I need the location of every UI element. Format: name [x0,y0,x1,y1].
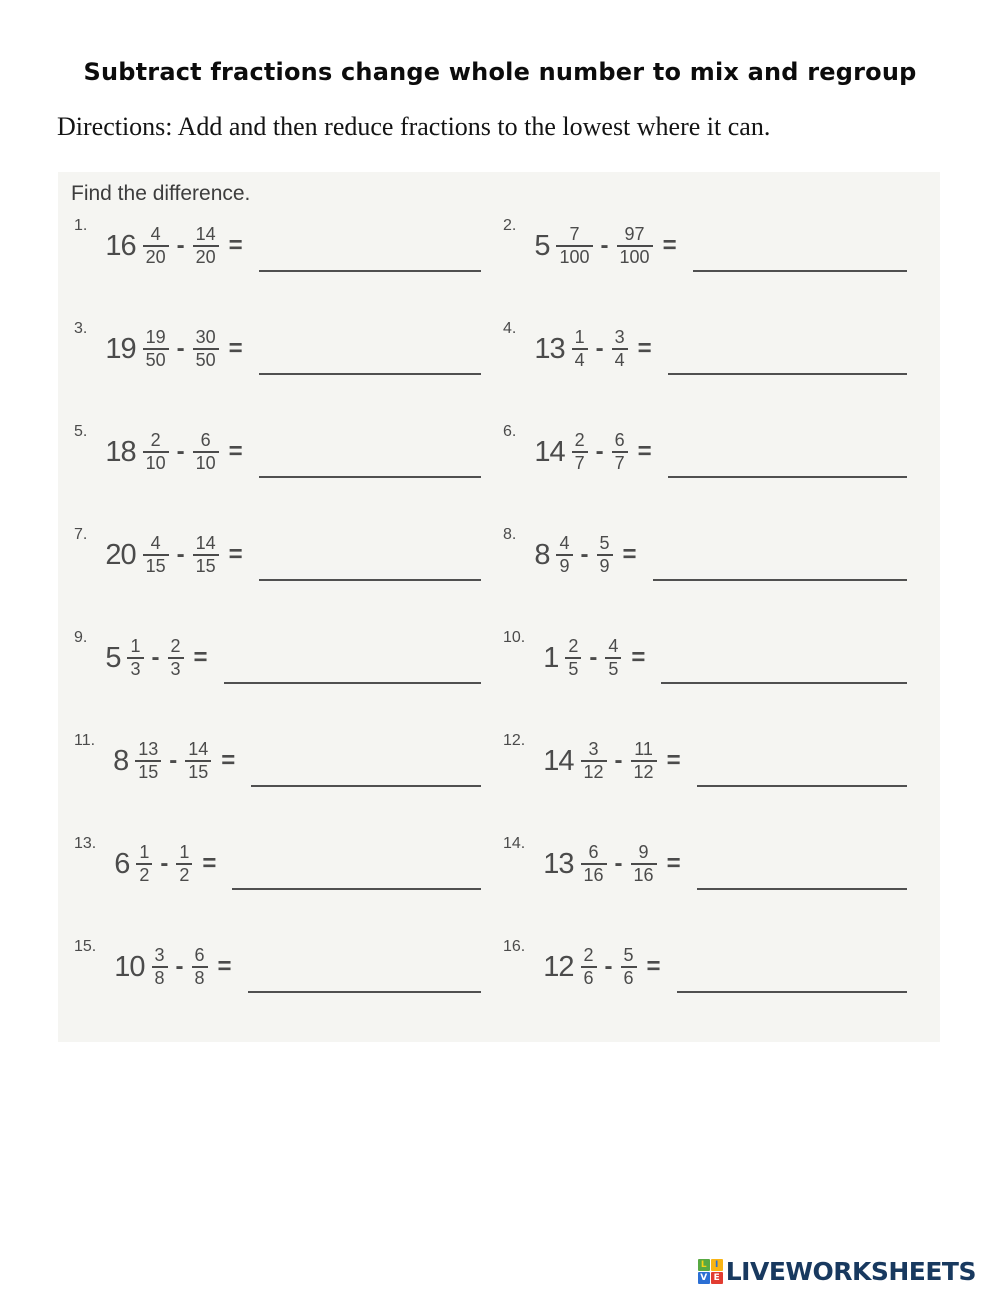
fraction-subtrahend [168,637,184,679]
problem-number: 3. [74,320,88,337]
equals-sign: = [228,335,243,362]
problem-number: 6. [503,423,517,440]
answer-blank[interactable] [251,785,481,787]
problem-number: 4. [503,320,517,337]
fraction-denominator: 100 [617,245,653,267]
fraction-subtrahend [621,946,637,988]
fraction-denominator: 7 [612,451,628,473]
minus-sign: - [169,747,178,774]
problem [58,832,481,896]
fraction-subtrahend [193,534,219,576]
fraction-denominator: 15 [185,760,211,782]
fraction-numerator: 3 [614,326,625,347]
whole-number: 19 [105,332,136,365]
fraction-denominator: 5 [565,657,581,679]
fraction-subtrahend [617,225,653,267]
fraction-subtrahend [185,740,211,782]
fraction-minuend [152,946,168,988]
problem-number: 10. [503,629,526,646]
problem-number: 16. [503,938,526,955]
problem-number: 1. [74,217,88,234]
fraction-numerator: 1 [574,326,585,347]
answer-blank[interactable] [259,270,481,272]
minus-sign: - [176,335,185,362]
problem [483,729,907,793]
fraction-minuend [135,740,161,782]
logo-letter-square: E [711,1272,723,1284]
fraction-denominator: 10 [143,451,169,473]
equals-sign: = [622,541,637,568]
fraction-numerator: 97 [624,223,645,244]
fraction-denominator: 10 [193,451,219,473]
fraction-denominator: 4 [612,348,628,370]
footer [698,1257,976,1286]
minus-sign: - [175,953,184,980]
fraction-minuend [572,328,588,370]
fraction-minuend [565,637,581,679]
problem [483,214,907,278]
fraction-denominator: 8 [152,966,168,988]
whole-number: 12 [543,950,574,983]
equals-sign: = [637,438,652,465]
equals-sign: = [228,232,243,259]
problem [483,935,907,999]
fraction-numerator: 2 [150,429,161,450]
fraction-numerator: 9 [638,841,649,862]
fraction-numerator: 14 [188,738,209,759]
fraction-denominator: 15 [193,554,219,576]
fraction-minuend [136,843,152,885]
fraction-subtrahend [631,740,657,782]
fraction-minuend [143,431,169,473]
fraction-numerator: 2 [568,635,579,656]
fraction-denominator: 15 [143,554,169,576]
fraction-denominator: 6 [581,966,597,988]
minus-sign: - [176,541,185,568]
fraction-denominator: 5 [605,657,621,679]
minus-sign: - [580,541,589,568]
equals-sign: = [666,747,681,774]
equals-sign: = [228,541,243,568]
problem [483,832,907,896]
answer-blank[interactable] [697,785,907,787]
fraction-denominator: 9 [556,554,572,576]
problem-number: 12. [503,732,526,749]
answer-blank[interactable] [259,476,481,478]
problem [58,317,481,381]
minus-sign: - [589,644,598,671]
fraction-numerator: 6 [588,841,599,862]
fraction-subtrahend [193,431,219,473]
minus-sign: - [160,850,169,877]
answer-blank[interactable] [668,373,907,375]
fraction-denominator: 12 [631,760,657,782]
liveworksheets-logo-text: LIVEWORKSHEETS [725,1257,976,1286]
fraction-numerator: 4 [150,532,161,553]
fraction-denominator: 50 [193,348,219,370]
answer-blank[interactable] [661,682,907,684]
fraction-numerator: 7 [569,223,580,244]
problem-number: 7. [74,526,88,543]
minus-sign: - [595,335,604,362]
fraction-subtrahend [176,843,192,885]
whole-number: 5 [534,229,550,262]
logo-letter-square: L [698,1259,710,1271]
problem-number: 9. [74,629,88,646]
problem [58,214,481,278]
fraction-numerator: 6 [194,944,205,965]
answer-blank[interactable] [697,888,907,890]
whole-number: 14 [543,744,574,777]
fraction-denominator: 16 [581,863,607,885]
logo-letter-square: I [711,1259,723,1271]
problem-number: 2. [503,217,517,234]
fraction-numerator: 5 [599,532,610,553]
minus-sign: - [176,438,185,465]
answer-blank[interactable] [668,476,907,478]
problems-grid [58,214,940,999]
fraction-denominator: 6 [621,966,637,988]
fraction-numerator: 5 [623,944,634,965]
fraction-numerator: 3 [588,738,599,759]
minus-sign: - [614,747,623,774]
worksheet-area [58,172,940,1042]
fraction-minuend [143,534,169,576]
minus-sign: - [595,438,604,465]
answer-blank[interactable] [677,991,907,993]
worksheet-instruction: Find the difference. [71,182,251,205]
fraction-numerator: 6 [200,429,211,450]
minus-sign: - [600,232,609,259]
whole-number: 13 [543,847,574,880]
fraction-denominator: 20 [143,245,169,267]
fraction-numerator: 2 [574,429,585,450]
equals-sign: = [217,953,232,980]
liveworksheets-logo-icon [698,1259,723,1284]
fraction-minuend [556,225,592,267]
fraction-minuend [581,843,607,885]
problem-number: 13. [74,835,97,852]
equals-sign: = [631,644,646,671]
fraction-subtrahend [612,431,628,473]
minus-sign: - [176,232,185,259]
fraction-numerator: 19 [145,326,166,347]
fraction-denominator: 7 [572,451,588,473]
fraction-numerator: 11 [634,738,653,759]
fraction-denominator: 12 [581,760,607,782]
fraction-minuend [581,740,607,782]
fraction-denominator: 9 [597,554,613,576]
fraction-numerator: 1 [130,635,141,656]
fraction-denominator: 50 [143,348,169,370]
fraction-subtrahend [605,637,621,679]
equals-sign: = [221,747,236,774]
answer-blank[interactable] [232,888,481,890]
fraction-numerator: 2 [170,635,181,656]
fraction-numerator: 14 [195,532,216,553]
whole-number: 16 [105,229,136,262]
problem-number: 11. [74,732,96,749]
fraction-denominator: 20 [193,245,219,267]
problem [58,420,481,484]
problem [58,626,481,690]
whole-number: 10 [114,950,145,983]
fraction-denominator: 15 [135,760,161,782]
fraction-minuend [572,431,588,473]
fraction-numerator: 13 [138,738,159,759]
fraction-numerator: 3 [154,944,165,965]
whole-number: 1 [543,641,559,674]
fraction-minuend [581,946,597,988]
answer-blank[interactable] [224,682,481,684]
directions-text: Directions: Add and then reduce fractions to the lowest where it can. [57,112,771,141]
fraction-numerator: 30 [195,326,216,347]
whole-number: 13 [534,332,565,365]
whole-number: 8 [534,538,550,571]
fraction-numerator: 4 [150,223,161,244]
problem [483,626,907,690]
answer-blank[interactable] [259,373,481,375]
fraction-subtrahend [193,328,219,370]
problem-number: 14. [503,835,526,852]
fraction-minuend [143,225,169,267]
fraction-minuend [127,637,143,679]
fraction-subtrahend [631,843,657,885]
fraction-minuend [556,534,572,576]
fraction-denominator: 8 [192,966,208,988]
whole-number: 18 [105,435,136,468]
whole-number: 6 [114,847,130,880]
problem [483,523,907,587]
minus-sign: - [151,644,160,671]
fraction-numerator: 1 [179,841,190,862]
fraction-minuend [143,328,169,370]
fraction-numerator: 4 [559,532,570,553]
logo-letter-square: V [698,1272,710,1284]
whole-number: 20 [105,538,136,571]
fraction-denominator: 100 [556,245,592,267]
page-title: Subtract fractions change whole number to mix and regroup [83,58,917,86]
fraction-denominator: 16 [631,863,657,885]
answer-blank[interactable] [653,579,907,581]
equals-sign: = [637,335,652,362]
problem [483,420,907,484]
equals-sign: = [202,850,217,877]
fraction-numerator: 14 [195,223,216,244]
fraction-denominator: 2 [176,863,192,885]
answer-blank[interactable] [693,270,907,272]
equals-sign: = [646,953,661,980]
fraction-denominator: 2 [136,863,152,885]
problem [483,317,907,381]
equals-sign: = [662,232,677,259]
fraction-numerator: 4 [608,635,619,656]
whole-number: 5 [105,641,121,674]
problem [58,935,481,999]
whole-number: 8 [113,744,129,777]
fraction-denominator: 3 [168,657,184,679]
equals-sign: = [666,850,681,877]
fraction-denominator: 4 [572,348,588,370]
fraction-denominator: 3 [127,657,143,679]
minus-sign: - [614,850,623,877]
whole-number: 14 [534,435,565,468]
equals-sign: = [193,644,208,671]
fraction-subtrahend [612,328,628,370]
answer-blank[interactable] [259,579,481,581]
fraction-numerator: 2 [583,944,594,965]
fraction-subtrahend [193,225,219,267]
problem-number: 15. [74,938,97,955]
problem [58,729,481,793]
equals-sign: = [228,438,243,465]
fraction-subtrahend [192,946,208,988]
problem-number: 8. [503,526,517,543]
problem-number: 5. [74,423,88,440]
answer-blank[interactable] [248,991,481,993]
fraction-numerator: 6 [614,429,625,450]
problem [58,523,481,587]
minus-sign: - [604,953,613,980]
fraction-numerator: 1 [139,841,150,862]
fraction-subtrahend [597,534,613,576]
